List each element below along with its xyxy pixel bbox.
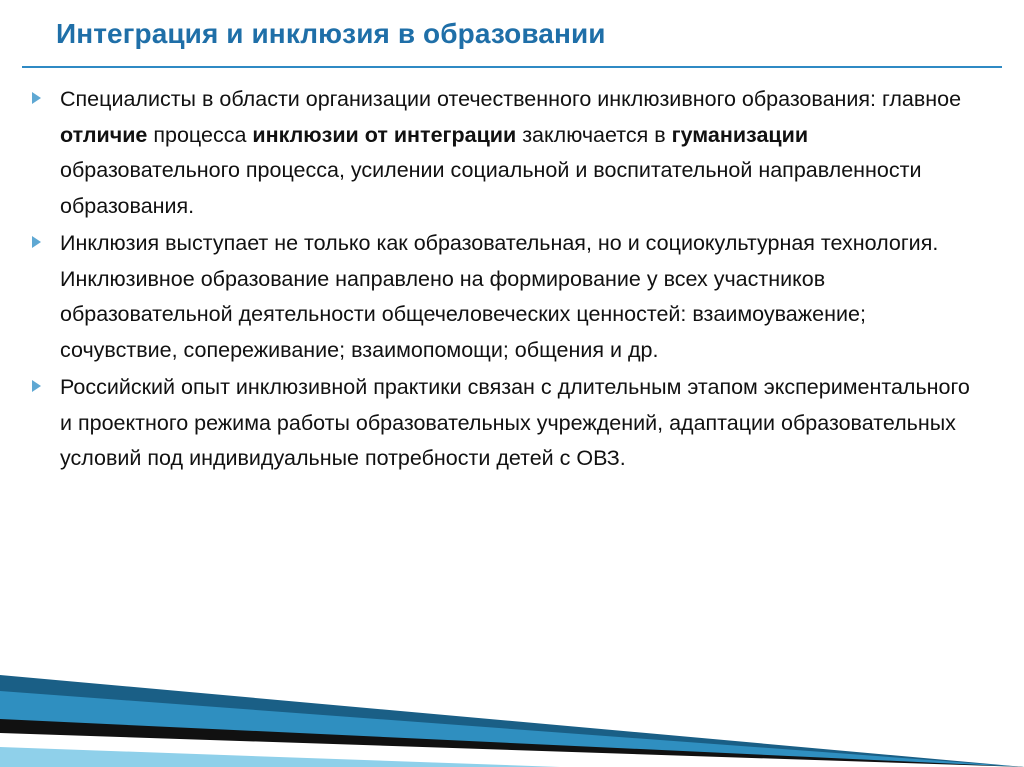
- bullet-arrow-icon: [32, 380, 41, 392]
- bullet-text-1: [60, 82, 986, 224]
- list-item: [18, 370, 986, 477]
- bottom-left-ribbon-decoration: [0, 647, 1024, 767]
- slide-body: [18, 82, 986, 479]
- emphasis-text: гуманизации: [671, 122, 809, 147]
- list-item: [18, 82, 986, 224]
- bullet-arrow-icon: [32, 236, 41, 248]
- plain-text: процесса: [147, 122, 253, 147]
- plain-text: Специалисты в области организации отечественного инклюзивного образования: главное: [60, 87, 962, 111]
- title-divider: [22, 66, 1002, 68]
- bullet-text-2: [60, 226, 986, 368]
- plain-text: заключается в: [516, 122, 672, 147]
- page-title: Интеграция и инклюзия в образовании: [56, 18, 606, 49]
- bullet-text-3: [60, 370, 986, 477]
- list-item: [18, 226, 986, 368]
- slide-title-area: [0, 18, 1024, 70]
- bullet-arrow-icon: [32, 92, 41, 104]
- plain-text: Российский опыт инклюзивной практики связан с длительным этапом экспериментального и проектного режима работы образовательных учреждений, адаптации образовательных условий под индивидуальные потребности детей с ОВЗ.: [60, 375, 970, 470]
- plain-text: образовательного процесса, усилении социальной и воспитательной направленности образования.: [60, 158, 922, 218]
- emphasis-text: отличие: [60, 122, 148, 147]
- plain-text: Инклюзия выступает не только как образовательная, но и социокультурная технология. Инклюзивное образование направлено на формирование у всех участников образовательной деятельности общечеловеческих ценностей: взаимоуважение; сочувствие, сопереживание; взаимопомощи; общения и др.: [60, 231, 939, 362]
- emphasis-text: инклюзии от интеграции: [252, 122, 517, 147]
